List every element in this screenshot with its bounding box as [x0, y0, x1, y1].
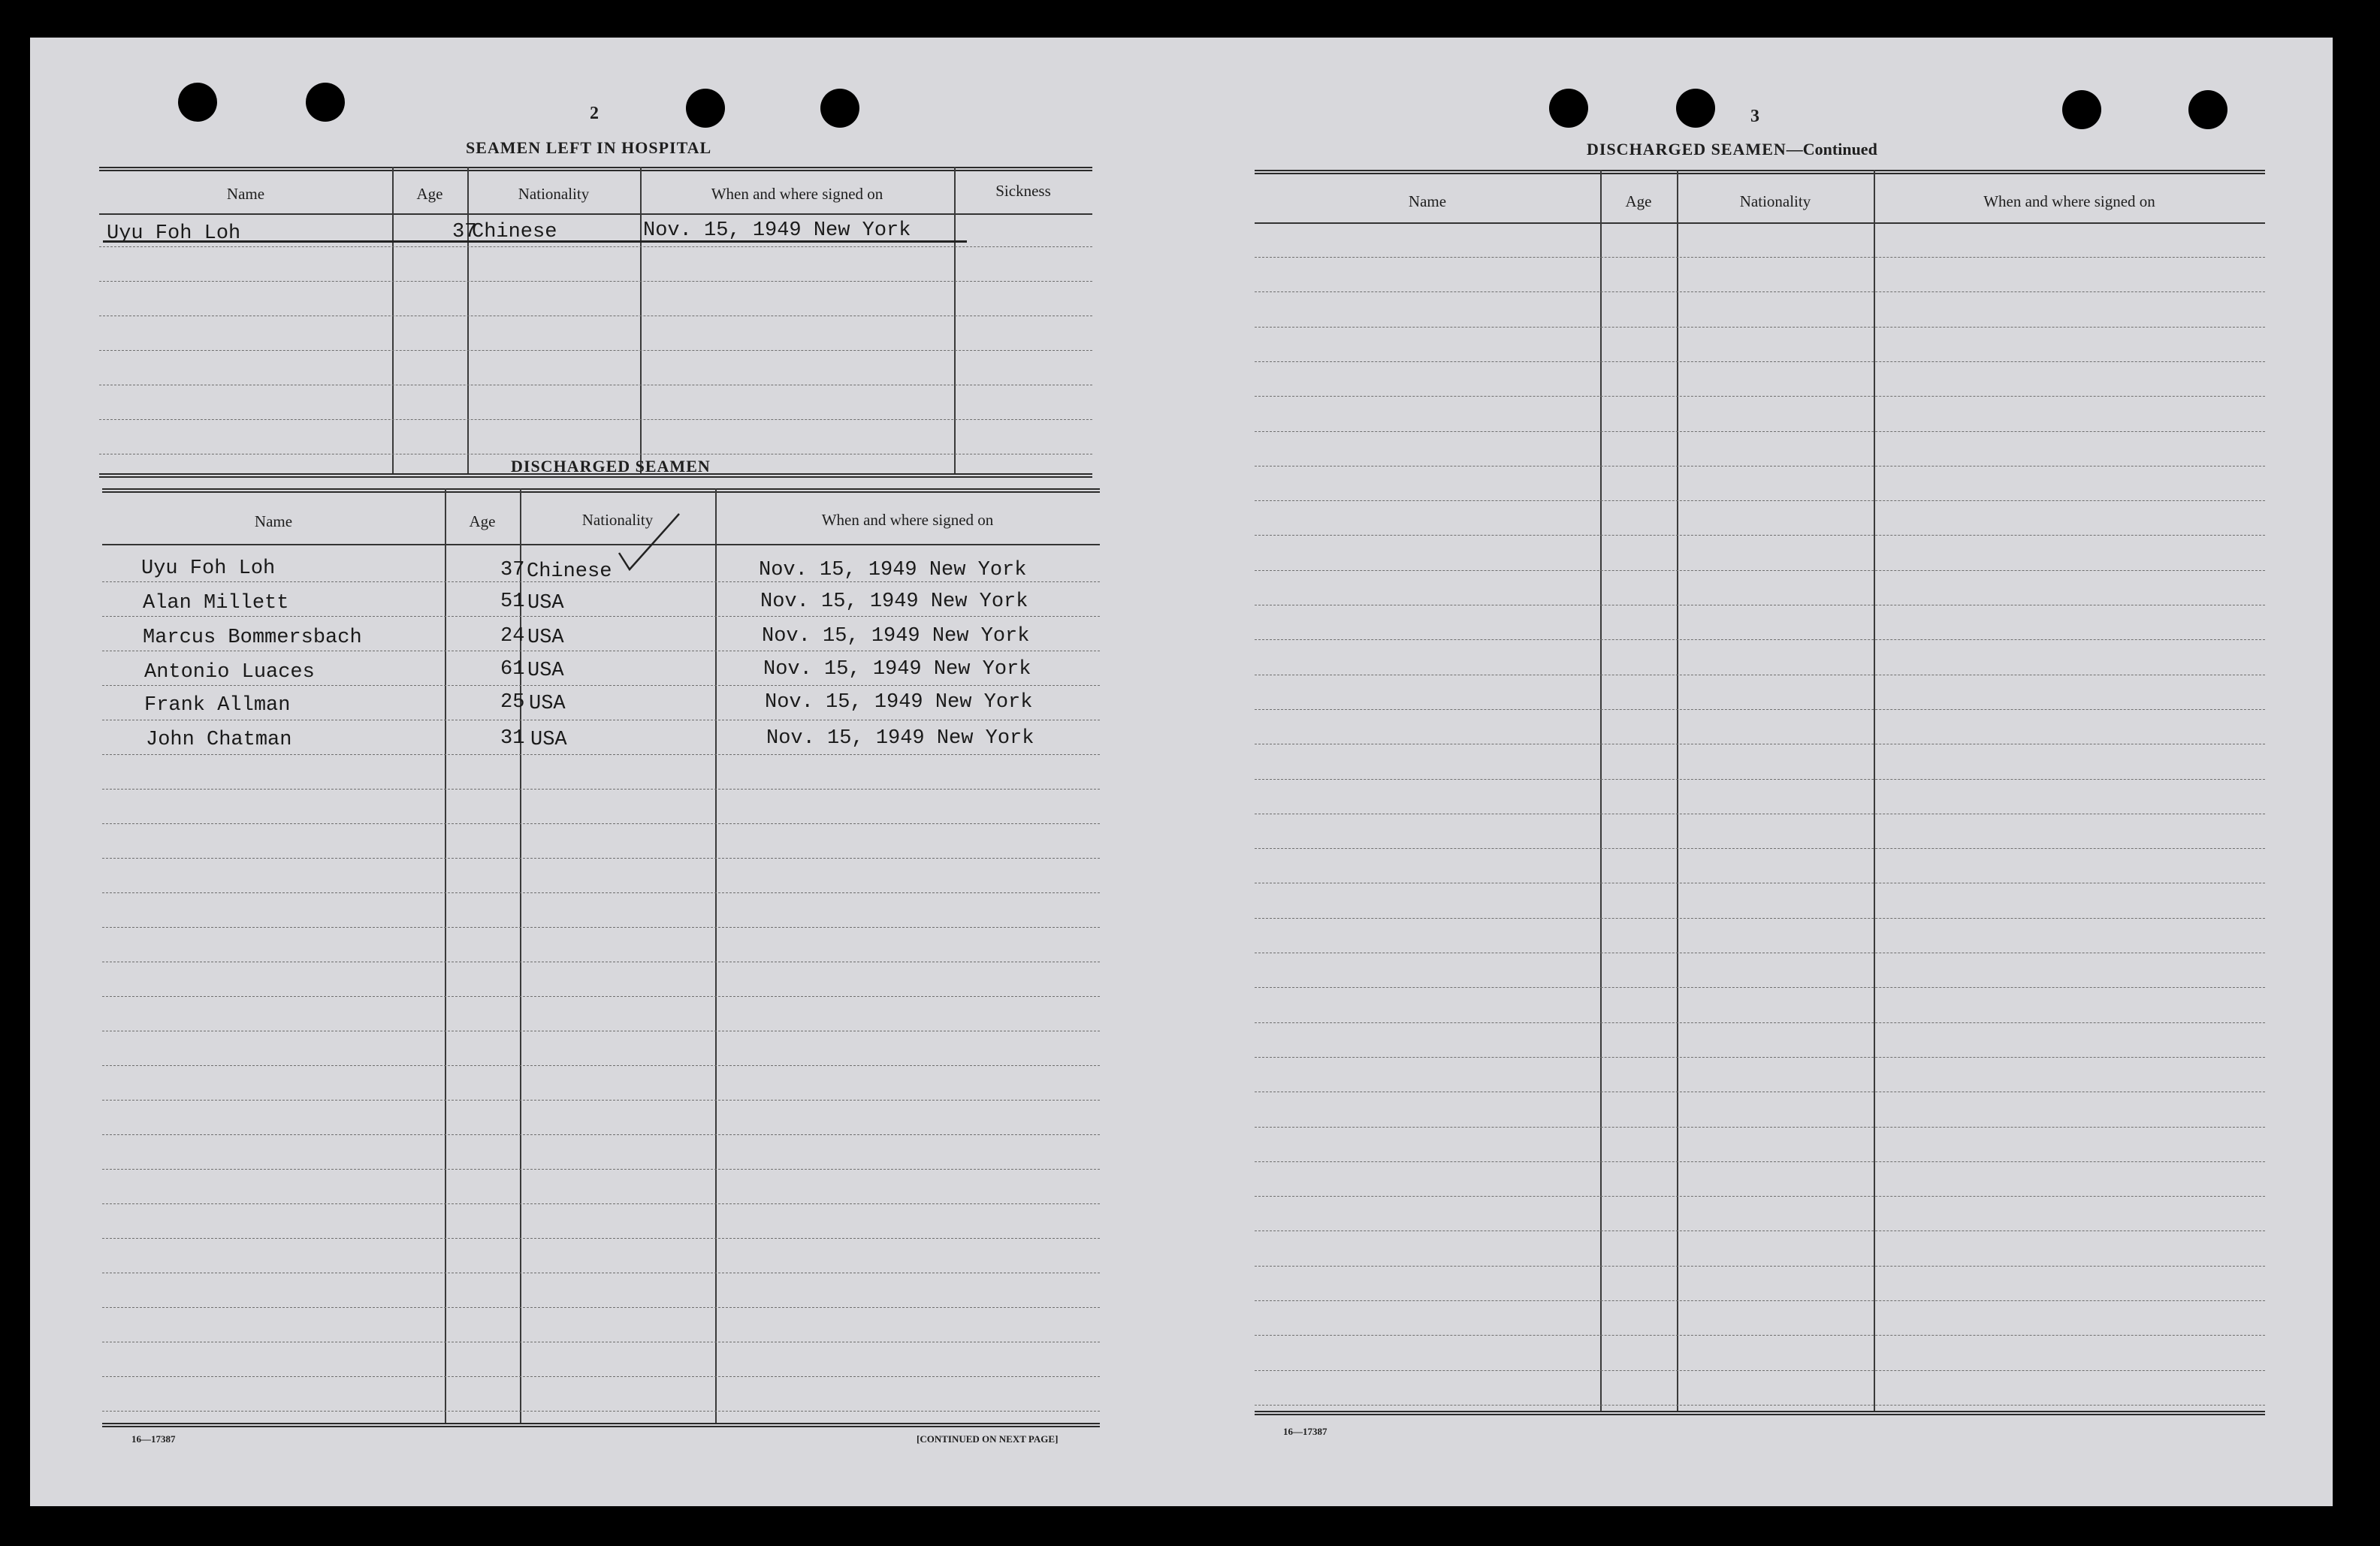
- ruled-line: [1255, 257, 2265, 258]
- ruled-line: [1255, 779, 2265, 780]
- ruled-line: [102, 1411, 1100, 1412]
- discharged-row-age: 37: [500, 559, 525, 581]
- discharged-row-signed-on: Nov. 15, 1949 New York: [766, 727, 1034, 750]
- continued-col-nationality: Nationality: [1739, 192, 1811, 210]
- discharged-row-nationality: USA: [527, 660, 564, 682]
- discharged-row-signed-on: Nov. 15, 1949 New York: [759, 559, 1027, 581]
- ruled-line: [1255, 361, 2265, 362]
- ruled-line: [102, 754, 1100, 755]
- hospital-row-signed-on: Nov. 15, 1949 New York: [643, 219, 911, 242]
- discharged-row-signed-on: Nov. 15, 1949 New York: [763, 658, 1031, 681]
- punch-hole: [178, 83, 217, 122]
- ruled-line: [102, 1169, 1100, 1170]
- ruled-line: [102, 823, 1100, 824]
- ruled-line: [102, 1134, 1100, 1135]
- ruled-line: [1255, 1057, 2265, 1058]
- page-number: 3: [1750, 107, 1759, 126]
- hospital-col-nationality: Nationality: [518, 185, 590, 203]
- document-sheet: [30, 38, 2333, 1506]
- ruled-line: [1255, 570, 2265, 571]
- ruled-line: [1255, 848, 2265, 849]
- ruled-line: [1255, 709, 2265, 710]
- discharged-row-nationality: USA: [527, 592, 564, 614]
- discharged-row-name: Alan Millett: [143, 592, 289, 614]
- ruled-line: [1255, 1230, 2265, 1231]
- hospital-col-signed-on: When and where signed on: [711, 185, 883, 203]
- ruled-line: [1255, 291, 2265, 292]
- ruled-line: [1255, 1335, 2265, 1336]
- punch-hole: [820, 89, 859, 128]
- ruled-line: [102, 1065, 1100, 1066]
- ruled-line: [1255, 1370, 2265, 1371]
- discharged-row-name: Antonio Luaces: [144, 661, 315, 684]
- discharged-col-nationality: Nationality: [581, 511, 654, 529]
- hospital-col-age: Age: [416, 185, 443, 203]
- hospital-section-title: SEAMEN LEFT IN HOSPITAL: [466, 138, 712, 157]
- punch-hole: [2188, 90, 2227, 129]
- ruled-line: [1255, 1161, 2265, 1162]
- ruled-line: [102, 1238, 1100, 1239]
- continued-note: [CONTINUED ON NEXT PAGE]: [917, 1433, 1059, 1445]
- ruled-line: [1255, 639, 2265, 640]
- hospital-row-name: Uyu Foh Loh: [107, 222, 241, 245]
- discharged-row-signed-on: Nov. 15, 1949 New York: [765, 691, 1033, 714]
- hospital-col-name: Name: [226, 185, 265, 203]
- ruled-line: [1255, 1196, 2265, 1197]
- strike-through-line: [103, 240, 967, 243]
- hospital-row-age: 37: [452, 221, 477, 243]
- punch-hole: [306, 83, 345, 122]
- ruled-line: [102, 892, 1100, 893]
- discharged-col-age: Age: [469, 512, 496, 530]
- discharged-row-name: Frank Allman: [144, 694, 291, 717]
- ruled-line: [1255, 918, 2265, 919]
- ruled-line: [1255, 535, 2265, 536]
- discharged-continued-title: [1587, 140, 1877, 159]
- discharged-row-name: Marcus Bommersbach: [143, 627, 362, 649]
- discharged-row-nationality: USA: [527, 627, 564, 649]
- continued-col-signed-on: When and where signed on: [1983, 192, 2155, 210]
- discharged-col-name: Name: [254, 512, 293, 530]
- ruled-line: [1255, 466, 2265, 467]
- continued-col-age: Age: [1625, 192, 1652, 210]
- ruled-line: [1255, 327, 2265, 328]
- ruled-line: [102, 1100, 1100, 1101]
- discharged-row-age: 31: [500, 727, 525, 750]
- hospital-table: [99, 167, 1092, 482]
- ruled-line: [102, 996, 1100, 997]
- hospital-col-sickness: Sickness: [995, 182, 1051, 200]
- discharged-row-age: 25: [500, 691, 525, 714]
- ruled-line: [102, 927, 1100, 928]
- discharged-table: [102, 488, 1100, 1465]
- discharged-row-nationality: USA: [530, 729, 567, 751]
- discharged-section-title: DISCHARGED SEAMEN: [511, 457, 711, 476]
- discharged-row-nationality: USA: [529, 693, 566, 715]
- discharged-row-signed-on: Nov. 15, 1949 New York: [762, 625, 1030, 648]
- form-number: 16—17387: [131, 1433, 176, 1445]
- discharged-continued-title-suffix: —Continued: [1786, 140, 1877, 159]
- ruled-line: [1255, 500, 2265, 501]
- ruled-line: [1255, 1022, 2265, 1023]
- ruled-line: [102, 789, 1100, 790]
- discharged-row-age: 51: [500, 590, 525, 613]
- ruled-line: [1255, 1266, 2265, 1267]
- ruled-line: [102, 1376, 1100, 1377]
- page-number: 2: [590, 104, 599, 123]
- checkmark-icon: [616, 508, 684, 575]
- discharged-row-signed-on: Nov. 15, 1949 New York: [760, 590, 1028, 613]
- discharged-continued-title-main: DISCHARGED SEAMEN: [1587, 140, 1787, 159]
- discharged-row-name: Uyu Foh Loh: [141, 557, 276, 580]
- hospital-row-nationality: Chinese: [472, 221, 557, 243]
- ruled-line: [102, 1203, 1100, 1204]
- ruled-line: [102, 1307, 1100, 1308]
- discharged-row-nationality: Chinese: [527, 560, 612, 583]
- ruled-line: [1255, 396, 2265, 397]
- ruled-line: [102, 616, 1100, 617]
- punch-hole: [1676, 89, 1715, 128]
- discharged-row-age: 24: [500, 625, 525, 648]
- ruled-line: [102, 858, 1100, 859]
- punch-hole: [1549, 89, 1588, 128]
- punch-hole: [2062, 90, 2101, 129]
- ruled-line: [1255, 1127, 2265, 1128]
- ruled-line: [1255, 1405, 2265, 1406]
- discharged-col-signed-on: When and where signed on: [821, 511, 994, 529]
- punch-hole: [686, 89, 725, 128]
- ruled-line: [102, 685, 1100, 686]
- discharged-row-name: John Chatman: [146, 729, 292, 751]
- discharged-continued-table: [1255, 170, 2265, 1417]
- continued-col-name: Name: [1408, 192, 1447, 210]
- ruled-line: [1255, 1300, 2265, 1301]
- ruled-line: [1255, 987, 2265, 988]
- discharged-row-age: 61: [500, 658, 525, 681]
- ruled-line: [1255, 431, 2265, 432]
- form-number: 16—17387: [1283, 1426, 1327, 1437]
